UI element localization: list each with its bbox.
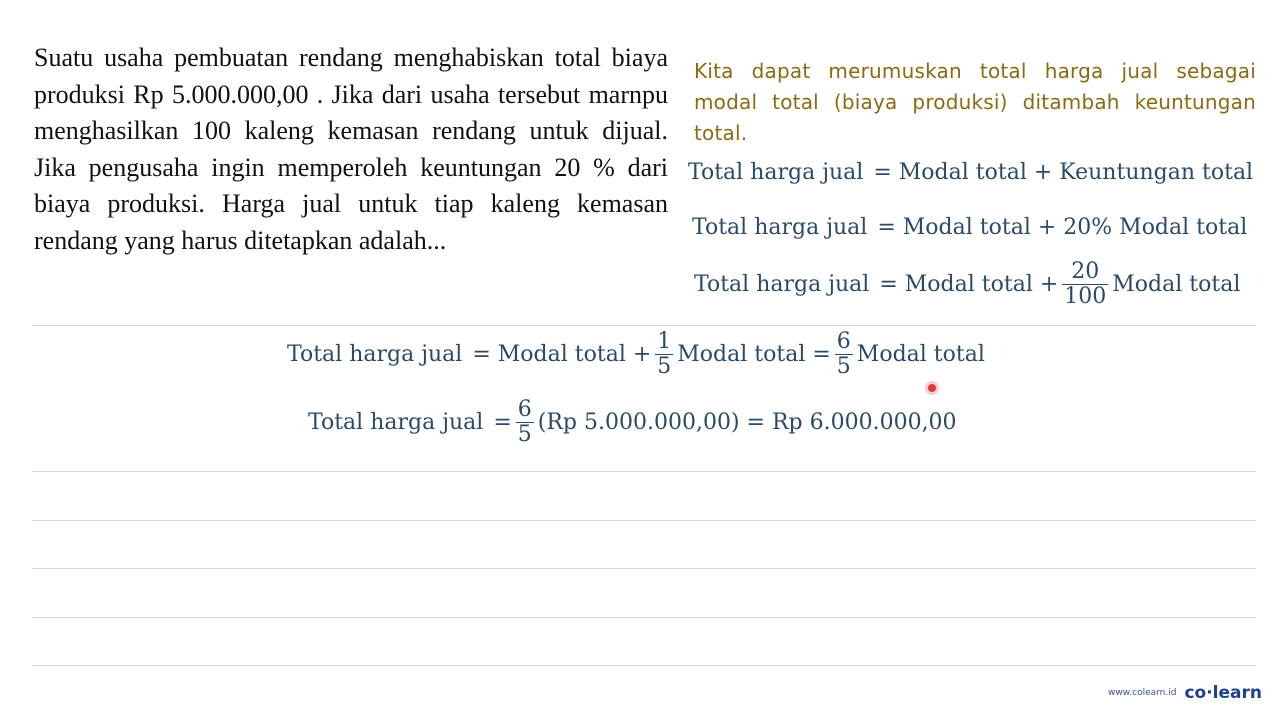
footer-branding (1108, 683, 1262, 703)
fraction-numerator: 6 (517, 397, 532, 422)
equation-rhs: = Modal total + 20% Modal total (877, 215, 1248, 240)
pointer-dot (928, 384, 936, 392)
fraction (655, 330, 673, 379)
fraction (516, 398, 534, 447)
fraction-numerator: 6 (836, 329, 851, 354)
equation-lhs: Total harga jual (688, 160, 864, 185)
ruled-line (32, 520, 1256, 521)
divider-line (32, 325, 1256, 326)
colearn-logo: co·learn (1184, 683, 1262, 703)
fraction (1062, 260, 1108, 309)
equation-lhs: Total harga jual (308, 410, 484, 435)
explanation-text: Kita dapat merumuskan total harga jual sebagai modal total (biaya produksi) ditambah keuntungan total. (694, 59, 1256, 145)
equation-lhs: Total harga jual (287, 342, 463, 367)
equation-rhs: = Modal total + Keuntungan total (873, 160, 1254, 185)
problem-statement: Suatu usaha pembuatan rendang menghabiskan total biaya produksi Rp 5.000.000,00 . Jika dari usaha tersebut marnpu menghasilkan 100 kaleng kemasan rendang untuk dijual. Jika pengusaha ingin memperoleh keuntungan 20 % dari biaya produksi. Harga jual untuk tiap kaleng kemasan rendang yang harus ditetapkan adalah... (34, 43, 668, 255)
fraction-denominator: 5 (836, 354, 851, 379)
equation-3 (694, 260, 1240, 309)
equation-lhs: Total harga jual (692, 215, 868, 240)
website-link[interactable]: www.colearn.id (1108, 688, 1177, 698)
ruled-line (32, 665, 1256, 666)
equation-2 (692, 215, 1247, 240)
equation-rhs-part: Modal total (856, 342, 985, 367)
equation-rhs-part: = (493, 410, 512, 435)
equation-5 (308, 398, 957, 447)
equation-rhs-part: = Modal total + (472, 342, 652, 367)
fraction (835, 330, 853, 379)
ruled-line (32, 568, 1256, 569)
equation-rhs-part: Modal total (1112, 272, 1241, 297)
fraction-denominator: 5 (517, 422, 532, 447)
fraction-numerator: 1 (657, 329, 672, 354)
fraction-denominator: 100 (1064, 284, 1107, 309)
ruled-line (32, 471, 1256, 472)
equation-1 (688, 160, 1253, 185)
fraction-denominator: 5 (657, 354, 672, 379)
equation-rhs-part: (Rp 5.000.000,00) = Rp 6.000.000,00 (537, 410, 957, 435)
equation-rhs-part: Modal total = (677, 342, 831, 367)
equation-4 (287, 330, 985, 379)
equation-lhs: Total harga jual (694, 272, 870, 297)
fraction-numerator: 20 (1071, 259, 1100, 284)
equation-rhs-part: = Modal total + (879, 272, 1059, 297)
ruled-line (32, 617, 1256, 618)
